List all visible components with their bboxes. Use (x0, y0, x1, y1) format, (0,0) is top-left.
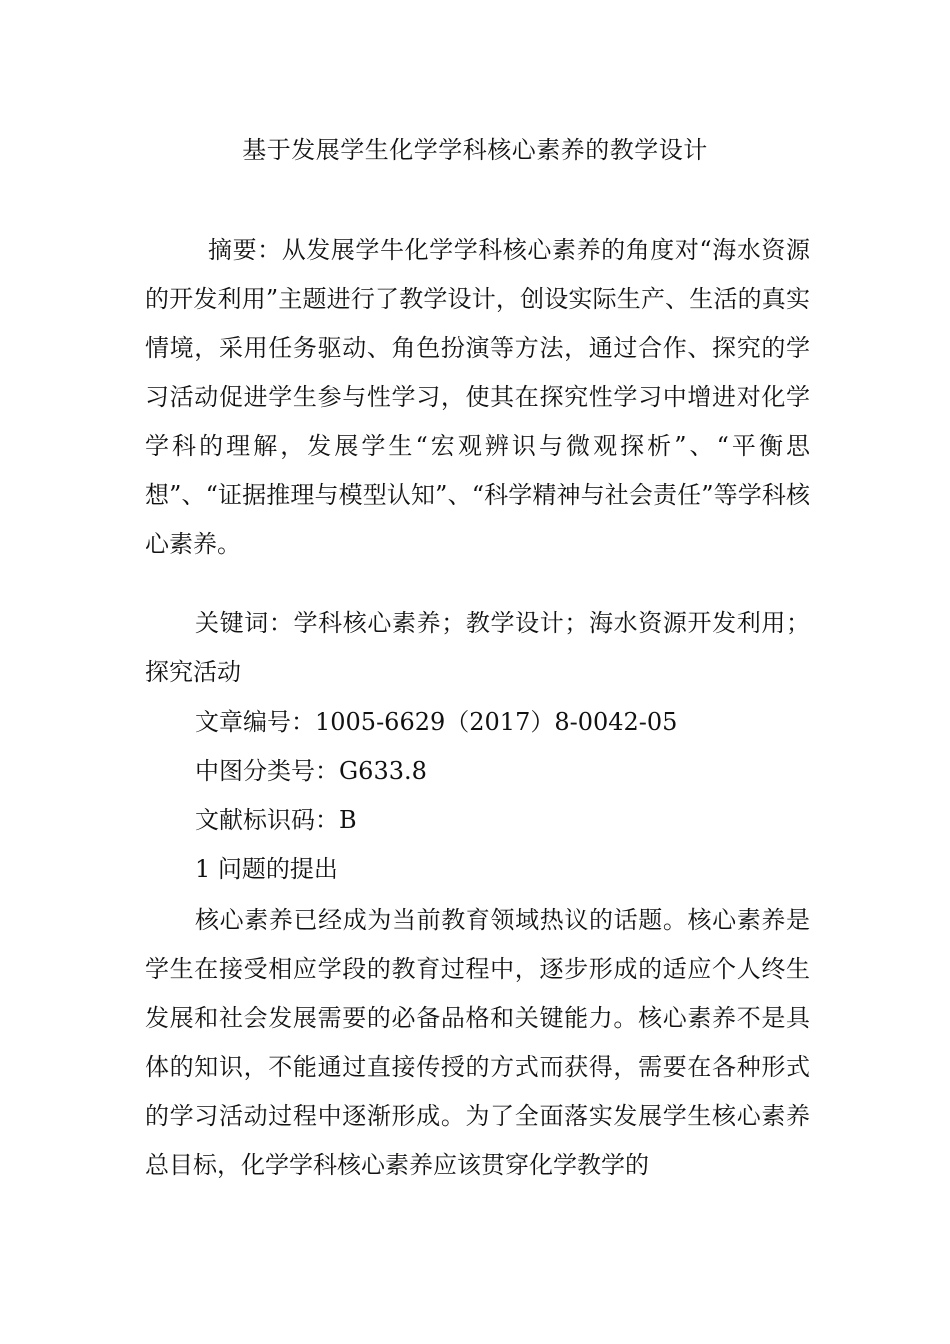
body-paragraph: 核心素养已经成为当前教育领域热议的话题。核心素养是学生在接受相应学段的教育过程中，逐步形成的适应个人终生发展和社会发展需要的必备品格和关键能力。核心素养不是具体的知识，不能通过直接传授的方式而获得，需要在各种形式的学习活动过程中逐渐形成。为了全面落实发展学生核心素养总目标，化学学科核心素养应该贯穿化学教学的 (145, 906, 810, 1179)
article-number: 文章编号：1005-6629（2017）8-0042-05 (195, 708, 678, 736)
abstract-paragraph: 摘要：从发展学牛化学学科核心素养的角度对“海水资源的开发利用”主题进行了教学设计，创设实际生产、生活的真实情境，采用任务驱动、角色扮演等方法，通过合作、探究的学习活动促进学生参与性学习，使其在探究性学习中增进对化学学科的理解，发展学生“宏观辨识与微观探析”、“平衡思想”、“证据推理与模型认知”、“科学精神与社会责任”等学科核心素养。 (145, 236, 810, 558)
document-code: 文献标识码：B (195, 806, 357, 834)
clc-number: 中图分类号：G633.8 (195, 757, 427, 785)
section-heading: 1 问题的提出 (195, 855, 338, 883)
document-title: 基于发展学生化学学科核心素养的教学设计 (242, 136, 708, 164)
keywords-paragraph: 关键词：学科核心素养；教学设计；海水资源开发利用；探究活动 (145, 609, 810, 686)
